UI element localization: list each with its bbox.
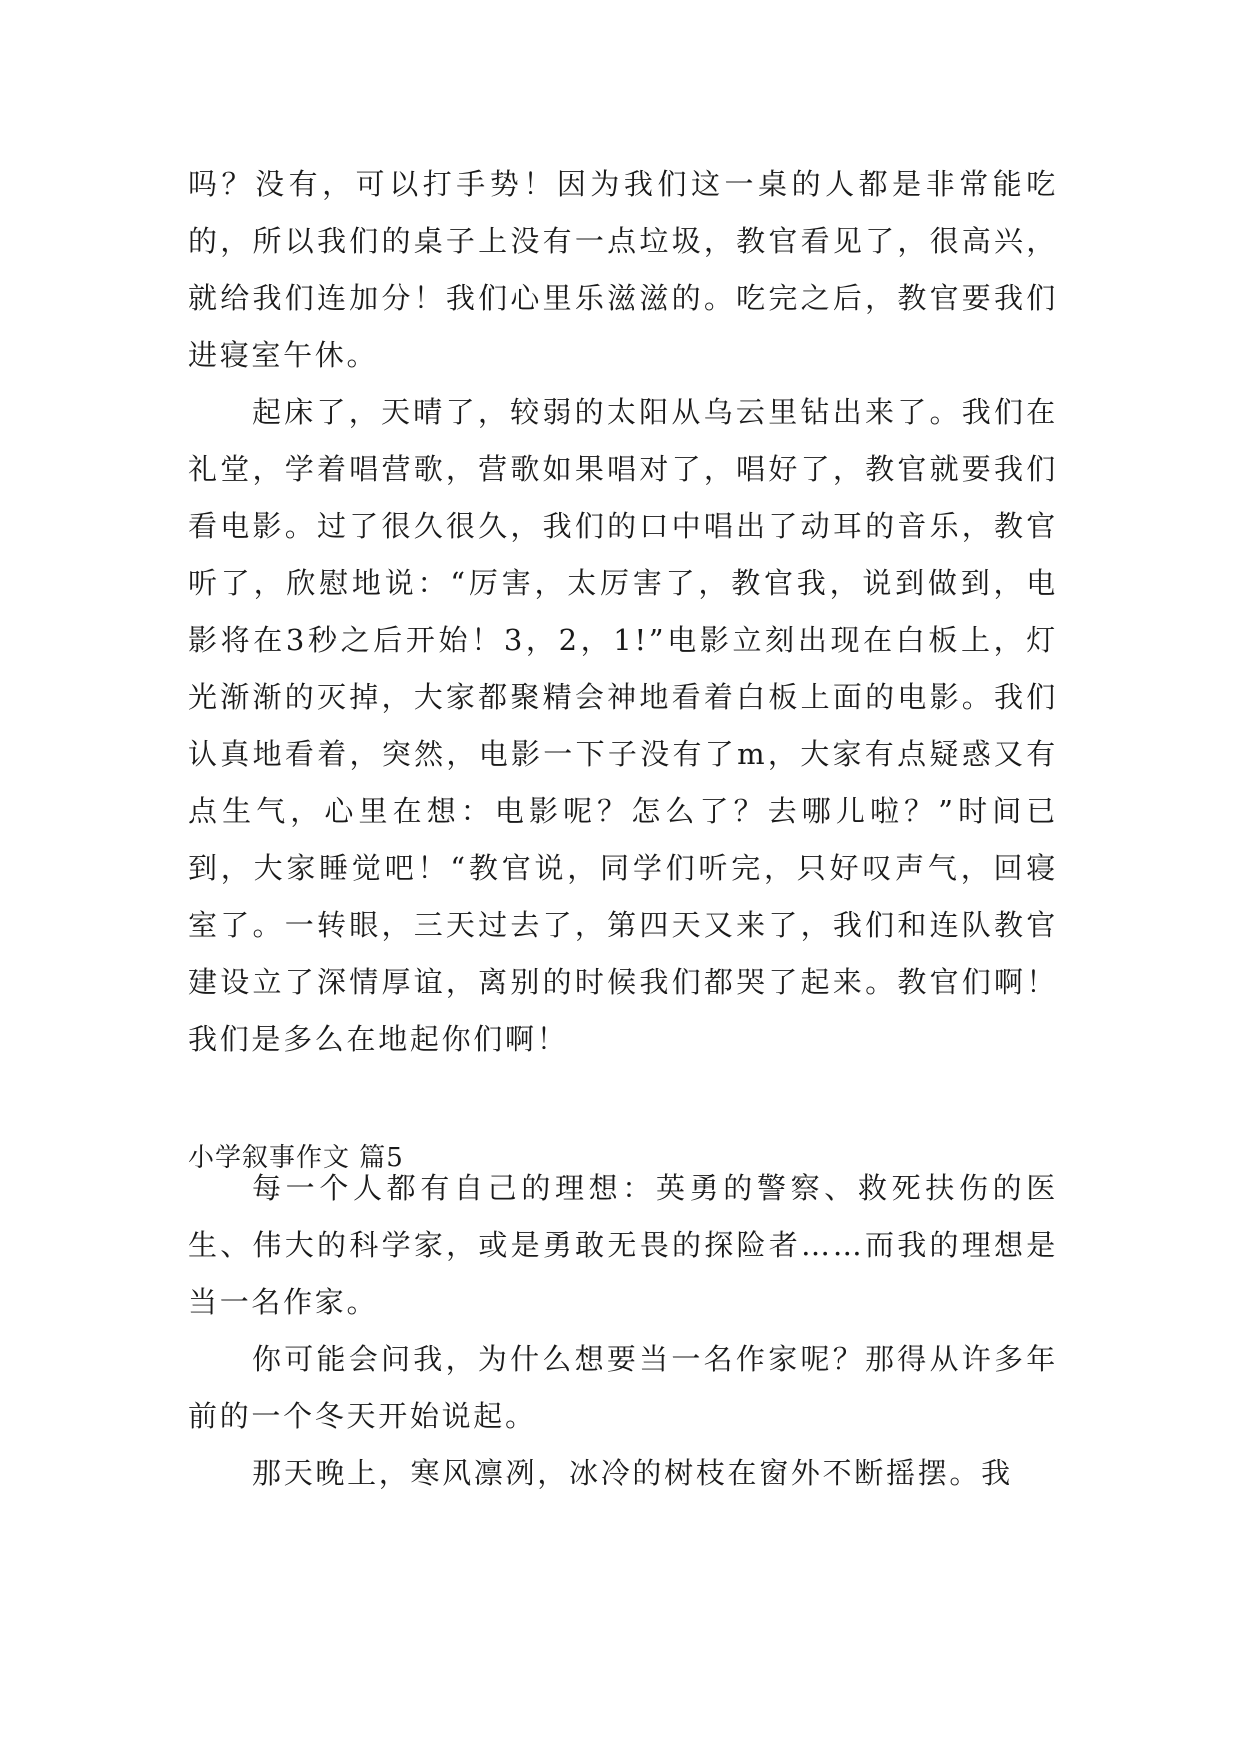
paragraph: 每一个人都有自己的理想：英勇的警察、救死扶伤的医生、伟大的科学家，或是勇敢无畏的探险者……而我的理想是当一名作家。 [188, 1171, 1058, 1319]
paragraph: 那天晚上，寒风凛冽，冰冷的树枝在窗外不断摇摆。我 [252, 1456, 1013, 1490]
paragraph: 吗？没有，可以打手势！因为我们这一桌的人都是非常能吃的，所以我们的桌子上没有一点垃圾，教官看见了，很高兴，就给我们连加分！我们心里乐滋滋的。吃完之后，教官要我们进寝室午休。 [188, 167, 1058, 372]
section-heading: 小学叙事作文 篇5 [188, 1143, 404, 1173]
continued-text-block [188, 156, 1058, 1068]
section-text-block [188, 1160, 1058, 1502]
paragraph: 你可能会问我，为什么想要当一名作家呢？那得从许多年前的一个冬天开始说起。 [188, 1342, 1058, 1433]
paragraph: 起床了，天晴了，较弱的太阳从乌云里钻出来了。我们在礼堂，学着唱营歌，营歌如果唱对了，唱好了，教官就要我们看电影。过了很久很久，我们的口中唱出了动耳的音乐，教官听了，欣慰地说：“厉害，太厉害了，教官我，说到做到，电影将在3秒之后开始！3，2，1!”电影立刻出现在白板上，灯光渐渐的灭掉，大家都聚精会神地看着白板上面的电影。我们认真地看着，突然，电影一下子没有了m，大家有点疑惑又有点生气，心里在想：电影呢？怎么了？去哪儿啦？”时间已到，大家睡觉吧！“教官说，同学们听完，只好叹声气，回寝室了。一转眼，三天过去了，第四天又来了，我们和连队教官建设立了深情厚谊，离别的时候我们都哭了起来。教官们啊！我们是多么在地起你们啊！ [188, 395, 1058, 1056]
